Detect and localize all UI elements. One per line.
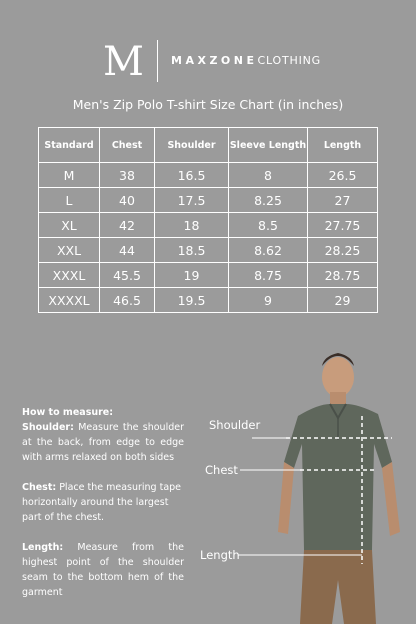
- cell-standard: XXXXL: [39, 288, 100, 313]
- table-row: [39, 188, 378, 213]
- cell-sleeve-length: 8: [229, 163, 308, 188]
- model-left-arm: [278, 462, 294, 534]
- header-standard: Standard: [39, 128, 100, 163]
- chest-term: Chest:: [22, 482, 57, 493]
- cell-chest: 40: [100, 188, 155, 213]
- logo-mark: M: [103, 39, 142, 85]
- cell-shoulder: 16.5: [155, 163, 229, 188]
- cell-length: 29: [308, 288, 378, 313]
- header-length: Length: [308, 128, 378, 163]
- table-row: [39, 163, 378, 188]
- model-head: [322, 357, 354, 397]
- cell-standard: XXXL: [39, 263, 100, 288]
- how-to-measure: [22, 405, 184, 615]
- brand-logo: [103, 38, 323, 86]
- cell-sleeve-length: 8.25: [229, 188, 308, 213]
- how-to-heading: How to measure:: [22, 407, 114, 418]
- brand-name: MAXZONE: [171, 54, 258, 67]
- cell-standard: L: [39, 188, 100, 213]
- cell-length: 28.75: [308, 263, 378, 288]
- table-header-row: [39, 128, 378, 163]
- model-illustration: [258, 344, 416, 624]
- header-chest: Chest: [100, 128, 155, 163]
- logo-divider: [157, 40, 158, 82]
- length-text: Measure from the highest point of the shoulder seam to the bottom hem of the garment: [22, 542, 184, 598]
- cell-chest: 44: [100, 238, 155, 263]
- table-row: [39, 263, 378, 288]
- chart-title: Men's Zip Polo T-shirt Size Chart (in inches): [72, 97, 344, 112]
- table-row: [39, 288, 378, 313]
- model-right-arm: [382, 462, 400, 536]
- cell-shoulder: 17.5: [155, 188, 229, 213]
- table-row: [39, 213, 378, 238]
- cell-shoulder: 19.5: [155, 288, 229, 313]
- cell-shoulder: 18.5: [155, 238, 229, 263]
- cell-shoulder: 18: [155, 213, 229, 238]
- cell-standard: M: [39, 163, 100, 188]
- cell-length: 28.25: [308, 238, 378, 263]
- shoulder-text: Measure the shoulder at the back, from edge to edge with arms relaxed on both sides: [22, 422, 184, 463]
- brand-sub: CLOTHING: [257, 54, 321, 67]
- model-pants: [300, 550, 376, 624]
- shoulder-label: Shoulder: [209, 418, 261, 432]
- chest-label: Chest: [205, 463, 238, 477]
- cell-sleeve-length: 8.62: [229, 238, 308, 263]
- length-instruction: [22, 540, 184, 600]
- cell-chest: 46.5: [100, 288, 155, 313]
- length-term: Length:: [22, 542, 64, 553]
- chest-instruction: [22, 480, 184, 525]
- cell-sleeve-length: 9: [229, 288, 308, 313]
- cell-shoulder: 19: [155, 263, 229, 288]
- cell-chest: 38: [100, 163, 155, 188]
- cell-length: 27: [308, 188, 378, 213]
- table-row: [39, 238, 378, 263]
- logo-wordmark: [171, 54, 321, 68]
- chest-text: Place the measuring tape horizontally around the largest part of the chest.: [22, 482, 182, 523]
- header-sleeve-length: Sleeve Length: [229, 128, 308, 163]
- header-shoulder: Shoulder: [155, 128, 229, 163]
- cell-sleeve-length: 8.75: [229, 263, 308, 288]
- shoulder-instruction: [22, 420, 184, 465]
- cell-length: 27.75: [308, 213, 378, 238]
- cell-standard: XL: [39, 213, 100, 238]
- cell-length: 26.5: [308, 163, 378, 188]
- length-label: Length: [200, 548, 240, 562]
- size-chart-table: [38, 127, 378, 313]
- cell-chest: 42: [100, 213, 155, 238]
- cell-sleeve-length: 8.5: [229, 213, 308, 238]
- shoulder-term: Shoulder:: [22, 422, 74, 433]
- cell-chest: 45.5: [100, 263, 155, 288]
- cell-standard: XXL: [39, 238, 100, 263]
